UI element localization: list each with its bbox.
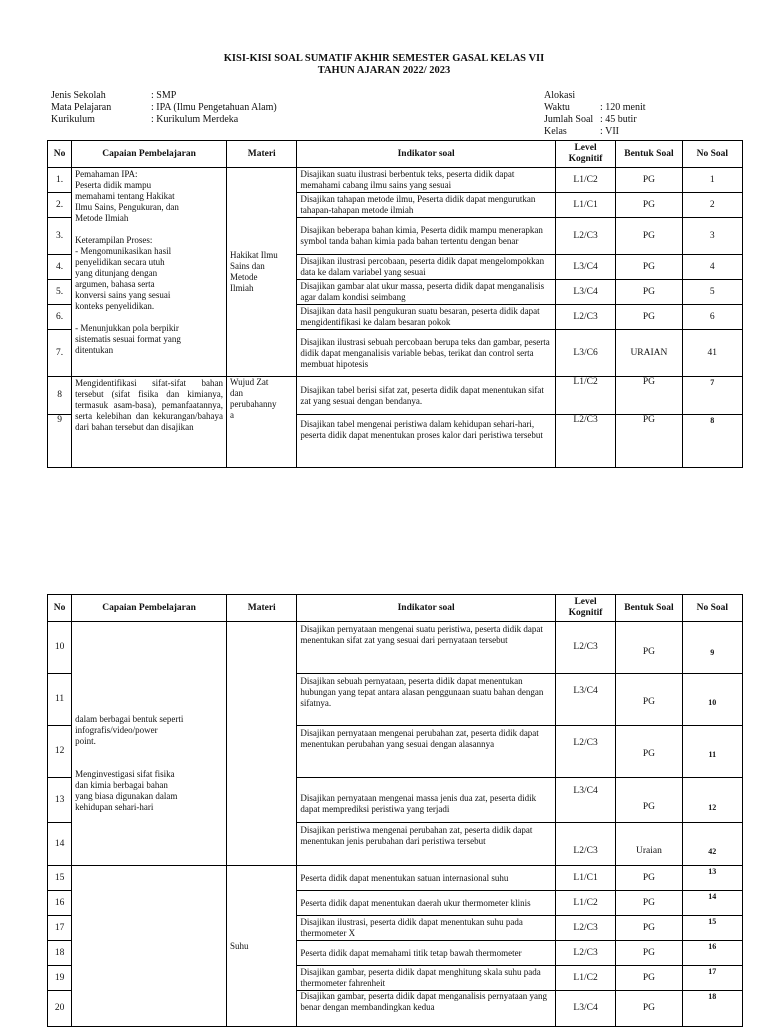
row-no: 12 (48, 726, 72, 778)
table-row (48, 866, 743, 891)
bentuk-cell: PG (616, 193, 682, 218)
row-no: 1. (48, 168, 72, 193)
nosoal-cell: 16 (682, 941, 742, 966)
row-no: 4. (48, 255, 72, 280)
nosoal-cell: 1 (682, 168, 742, 193)
level-cell: L1/C1 (555, 866, 615, 891)
meta-value: : VII (600, 126, 619, 137)
meta-value: : 120 menit (600, 102, 646, 113)
indikator-cell: Disajikan data hasil pengukuran suatu besaran, peserta didik dapat mengidentifikasi ke dalam besaran pokok (297, 305, 555, 330)
bentuk-cell: URAIAN (616, 330, 682, 377)
col-header-cp: Capaian Pembelajaran (72, 141, 227, 168)
col-header-cp: Capaian Pembelajaran (72, 595, 227, 622)
col-header-bentuk: Bentuk Soal (616, 595, 682, 622)
row-no: 5. (48, 280, 72, 305)
nosoal-cell: 15 (682, 916, 742, 941)
bentuk-cell: PG (616, 377, 682, 415)
row-no: 18 (48, 941, 72, 966)
row-no: 16 (48, 891, 72, 916)
col-header-level: Level Kognitif (555, 141, 615, 168)
level-cell: L2/C3 (555, 218, 615, 255)
nosoal-cell: 42 (682, 823, 742, 866)
bentuk-cell: PG (616, 305, 682, 330)
bentuk-cell: PG (616, 280, 682, 305)
kisi-table-1 (47, 140, 743, 468)
indikator-cell: Peserta didik dapat memahami titik tetap bawah thermometer (297, 941, 555, 966)
bentuk-cell: PG (616, 674, 682, 726)
table-row (48, 168, 743, 193)
level-cell: L3/C4 (555, 991, 615, 1027)
nosoal-cell: 14 (682, 891, 742, 916)
bentuk-cell: PG (616, 726, 682, 778)
kisi-table-2 (47, 594, 743, 1027)
nosoal-cell: 4 (682, 255, 742, 280)
level-cell: L3/C4 (555, 255, 615, 280)
nosoal-cell: 12 (682, 778, 742, 823)
indikator-cell: Disajikan pernyataan mengenai massa jenis dua zat, peserta didik dapat memprediksi peristiwa yang terjadi (297, 778, 555, 823)
document-subtitle: TAHUN AJARAN 2022/ 2023 (317, 65, 451, 76)
bentuk-cell: PG (616, 255, 682, 280)
col-header-nosoal: No Soal (682, 141, 742, 168)
bentuk-cell: PG (616, 916, 682, 941)
col-header-indikator: Indikator soal (297, 141, 555, 168)
nosoal-cell: 17 (682, 966, 742, 991)
row-no: 10 (48, 622, 72, 674)
row-no: 19 (48, 966, 72, 991)
meta-left (51, 90, 277, 126)
indikator-cell: Disajikan tabel berisi sifat zat, peserta didik dapat menentukan sifat zat yang sesuai dengan bendanya. (297, 377, 555, 415)
indikator-cell: Disajikan sebuah pernyataan, peserta didik dapat menentukan hubungan yang tepat antara alasan penggunaan suatu bahan dengan sifatnya. (297, 674, 555, 726)
col-header-nosoal: No Soal (682, 595, 742, 622)
row-no: 3. (48, 218, 72, 255)
nosoal-cell: 13 (682, 866, 742, 891)
meta-label: Kurikulum (51, 114, 95, 125)
bentuk-cell: PG (616, 622, 682, 674)
nosoal-cell: 18 (682, 991, 742, 1027)
row-no: 7. (48, 330, 72, 377)
col-header-no: No (48, 595, 72, 622)
meta-label: Kelas (544, 126, 567, 137)
meta-value: : SMP (151, 90, 177, 101)
bentuk-cell: PG (616, 866, 682, 891)
indikator-cell: Disajikan peristiwa mengenai perubahan zat, peserta didik dapat menentukan jenis perubahan dari peristiwa tersebut (297, 823, 555, 866)
indikator-cell: Disajikan gambar, peserta didik dapat menganalisis pernyataan yang benar dengan membandingkan kedua (297, 991, 555, 1027)
indikator-cell: Disajikan ilustrasi, peserta didik dapat menentukan suhu pada thermometer X (297, 916, 555, 941)
indikator-cell: Disajikan beberapa bahan kimia, Peserta didik mampu menerapkan symbol tanda bahan kimia pada bahan tertentu dengan benar (297, 218, 555, 255)
materi-cell-empty (227, 622, 297, 866)
bentuk-cell: PG (616, 778, 682, 823)
level-cell: L2/C3 (555, 941, 615, 966)
bentuk-cell: PG (616, 991, 682, 1027)
meta-label: Jumlah Soal (544, 114, 594, 125)
bentuk-cell: PG (616, 966, 682, 991)
row-no: 15 (48, 866, 72, 891)
indikator-cell: Disajikan suatu ilustrasi berbentuk teks, peserta didik dapat memahami cabang ilmu sains yang sesuai (297, 168, 555, 193)
level-cell: L1/C2 (555, 891, 615, 916)
row-no: 9 (48, 415, 72, 468)
level-cell: L2/C3 (555, 305, 615, 330)
indikator-cell: Disajikan pernyataan mengenai suatu peristiwa, peserta didik dapat menentukan sifat zat yang sesuai dari pernyataan tersebut (297, 622, 555, 674)
row-no: 11 (48, 674, 72, 726)
nosoal-cell: 7 (682, 377, 742, 415)
indikator-cell: Disajikan ilustrasi percobaan, peserta didik dapat mengelompokkan data ke dalam variabel yang sesuai (297, 255, 555, 280)
meta-value: : 45 butir (600, 114, 637, 125)
meta-label: Jenis Sekolah (51, 90, 106, 101)
level-cell: L2/C3 (555, 726, 615, 778)
row-no: 17 (48, 916, 72, 941)
indikator-cell: Peserta didik dapat menentukan daerah ukur thermometer klinis (297, 891, 555, 916)
bentuk-cell: PG (616, 168, 682, 193)
meta-label: Mata Pelajaran (51, 102, 112, 113)
capaian-cell: Pemahaman IPA: Peserta didik mampu memahami tentang Hakikat Ilmu Sains, Pengukuran, dan Metode Ilmiah Keterampilan Proses: - Mengomunikasikan hasil penyelidikan secara utuh yang ditunjang dengan argumen, bahasa serta konversi sains yang sesuai konteks penyelidikan. - Menunjukkan pola berpikir sistematis sesuai format yang ditentukan (72, 168, 227, 377)
col-header-level: Level Kognitif (555, 595, 615, 622)
nosoal-cell: 2 (682, 193, 742, 218)
meta-label: Alokasi Waktu (544, 90, 576, 113)
row-no: 8 (48, 377, 72, 415)
indikator-cell: Disajikan tabel mengenai peristiwa dalam kehidupan sehari-hari, peserta didik dapat menentukan proses kalor dari peristiwa tersebut (297, 415, 555, 468)
level-cell: L3/C4 (555, 280, 615, 305)
level-cell: L3/C4 (555, 674, 615, 726)
nosoal-cell: 9 (682, 622, 742, 674)
materi-cell: Suhu (227, 866, 297, 1027)
meta-right (544, 90, 646, 138)
capaian-cell-empty (72, 866, 227, 1027)
level-cell: L2/C3 (555, 823, 615, 866)
nosoal-cell: 5 (682, 280, 742, 305)
nosoal-cell: 3 (682, 218, 742, 255)
bentuk-cell: PG (616, 218, 682, 255)
indikator-cell: Disajikan ilustrasi sebuah percobaan berupa teks dan gambar, peserta didik dapat menganalisis variable bebas, terikat dan control serta membuat hipotesis (297, 330, 555, 377)
capaian-cell: Mengidentifikasi sifat-sifat bahan tersebut (sifat fisika dan kimianya, termasuk asam-basa), pemanfaatannya, serta kelebihan dan kekurangan/bahaya dari bahan tersebut dan disajikan (72, 377, 227, 468)
indikator-cell: Disajikan gambar, peserta didik dapat menghitung skala suhu pada thermometer fahrenheit (297, 966, 555, 991)
nosoal-cell: 41 (682, 330, 742, 377)
col-header-no: No (48, 141, 72, 168)
bentuk-cell: Uraian (616, 823, 682, 866)
level-cell: L1/C2 (555, 966, 615, 991)
level-cell: L2/C3 (555, 622, 615, 674)
row-no: 13 (48, 778, 72, 823)
table-row (48, 622, 743, 674)
level-cell: L3/C4 (555, 778, 615, 823)
indikator-cell: Peserta didik dapat menentukan satuan internasional suhu (297, 866, 555, 891)
col-header-materi: Materi (227, 595, 297, 622)
materi-cell: Wujud Zat dan perubahanny a (227, 377, 297, 468)
meta-value: : IPA (Ilmu Pengetahuan Alam) (151, 102, 277, 113)
row-no: 6. (48, 305, 72, 330)
row-no: 20 (48, 991, 72, 1027)
col-header-indikator: Indikator soal (297, 595, 555, 622)
materi-cell: Hakikat Ilmu Sains dan Metode Ilmiah (227, 168, 297, 377)
indikator-cell: Disajikan tahapan metode ilmu, Peserta didik dapat mengurutkan tahapan-tahapan metode ilmiah (297, 193, 555, 218)
indikator-cell: Disajikan gambar alat ukur massa, peserta didik dapat menganalisis agar dalam kondisi seimbang (297, 280, 555, 305)
bentuk-cell: PG (616, 941, 682, 966)
document-title: KISI-KISI SOAL SUMATIF AKHIR SEMESTER GASAL KELAS VII (223, 53, 545, 64)
row-no: 14 (48, 823, 72, 866)
indikator-cell: Disajikan pernyataan mengenai perubahan zat, peserta didik dapat menentukan perubahan yang sesuai dengan alasannya (297, 726, 555, 778)
nosoal-cell: 10 (682, 674, 742, 726)
level-cell: L1/C2 (555, 168, 615, 193)
table-header-row (48, 141, 743, 168)
col-header-bentuk: Bentuk Soal (616, 141, 682, 168)
meta-value: : Kurikulum Merdeka (151, 114, 239, 125)
nosoal-cell: 6 (682, 305, 742, 330)
level-cell: L1/C2 (555, 377, 615, 415)
bentuk-cell: PG (616, 891, 682, 916)
nosoal-cell: 11 (682, 726, 742, 778)
capaian-cell: dalam berbagai bentuk seperti infografis/video/power point. Menginvestigasi sifat fisika dan kimia berbagai bahan yang biasa digunakan dalam kehidupan sehari-hari (72, 622, 227, 866)
bentuk-cell: PG (616, 415, 682, 468)
level-cell: L2/C3 (555, 415, 615, 468)
level-cell: L1/C1 (555, 193, 615, 218)
col-header-materi: Materi (227, 141, 297, 168)
nosoal-cell: 8 (682, 415, 742, 468)
table-row (48, 377, 743, 415)
row-no: 2. (48, 193, 72, 218)
table-header-row (48, 595, 743, 622)
level-cell: L3/C6 (555, 330, 615, 377)
level-cell: L2/C3 (555, 916, 615, 941)
